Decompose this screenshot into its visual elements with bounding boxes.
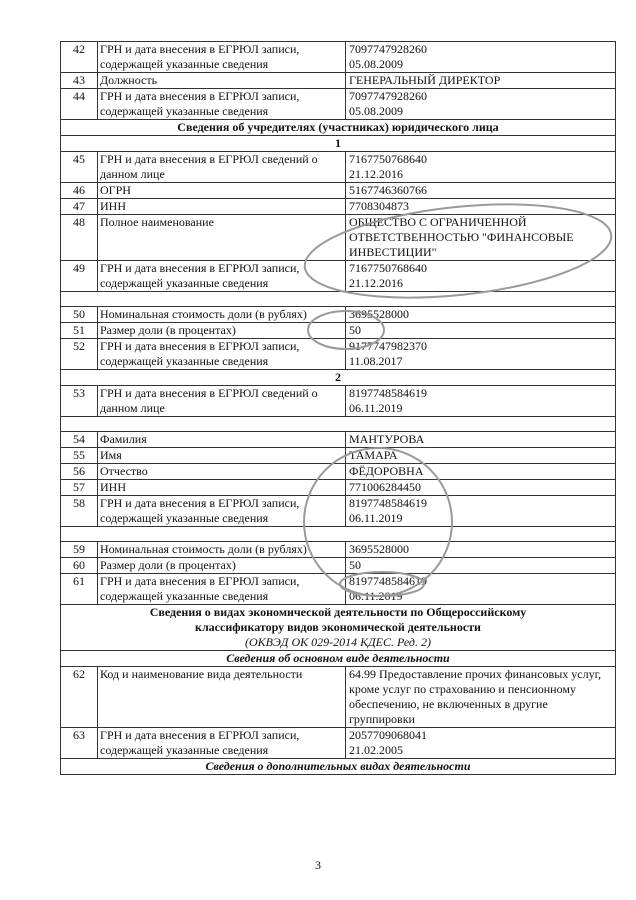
row-number: 58 [61, 496, 98, 527]
row-value: ОБЩЕСТВО С ОГРАНИЧЕННОЙ ОТВЕТСТВЕННОСТЬЮ "ФИНАНСОВЫЕ ИНВЕСТИЦИИ" [346, 215, 616, 261]
blank-cell [61, 417, 616, 432]
row-number: 43 [61, 73, 98, 89]
okved-title [61, 605, 616, 651]
row-label: Код и наименование вида деятельности [98, 667, 346, 728]
subsection-main-activity [61, 651, 616, 667]
row-number: 50 [61, 307, 98, 323]
row-number: 62 [61, 667, 98, 728]
row-number: 61 [61, 574, 98, 605]
blank-row [61, 527, 616, 542]
table-row [61, 448, 616, 464]
founder-index-row [61, 136, 616, 152]
row-label: ИНН [98, 480, 346, 496]
row-number: 52 [61, 339, 98, 370]
row-value: 7167750768640 21.12.2016 [346, 152, 616, 183]
table-row [61, 480, 616, 496]
blank-cell [61, 527, 616, 542]
founder-index: 2 [61, 370, 616, 386]
row-number: 57 [61, 480, 98, 496]
row-value: ФЁДОРОВНА [346, 464, 616, 480]
founder-index: 1 [61, 136, 616, 152]
row-number: 51 [61, 323, 98, 339]
row-value: МАНТУРОВА [346, 432, 616, 448]
row-label: Должность [98, 73, 346, 89]
row-value: 2057709068041 21.02.2005 [346, 728, 616, 759]
table-row [61, 183, 616, 199]
row-number: 55 [61, 448, 98, 464]
page-number: 3 [315, 858, 321, 872]
table-row [61, 728, 616, 759]
table-row [61, 432, 616, 448]
row-number: 47 [61, 199, 98, 215]
row-label: Отчество [98, 464, 346, 480]
subsection-additional-activity [61, 759, 616, 775]
row-label: ГРН и дата внесения в ЕГРЮЛ записи, содержащей указанные сведения [98, 89, 346, 120]
row-value: 8197748584619 06.11.2019 [346, 386, 616, 417]
egrul-extract-table [60, 41, 616, 775]
okved-note: (ОКВЭД ОК 029-2014 КДЕС. Ред. 2) [244, 635, 431, 649]
table-row [61, 199, 616, 215]
section-header-founders [61, 120, 616, 136]
row-value: 9177747982370 11.08.2017 [346, 339, 616, 370]
row-label: Размер доли (в процентах) [98, 323, 346, 339]
row-number: 42 [61, 42, 98, 73]
row-value: 7097747928260 05.08.2009 [346, 42, 616, 73]
okved-title-line2: классификатору видов экономической деятельности [195, 620, 481, 634]
row-value: 50 [346, 558, 616, 574]
row-number: 63 [61, 728, 98, 759]
row-label: ГРН и дата внесения в ЕГРЮЛ записи, содержащей указанные сведения [98, 42, 346, 73]
row-label: ГРН и дата внесения в ЕГРЮЛ записи, содержащей указанные сведения [98, 728, 346, 759]
row-value: 3695528000 [346, 307, 616, 323]
row-number: 44 [61, 89, 98, 120]
table-row [61, 42, 616, 73]
row-label: ГРН и дата внесения в ЕГРЮЛ записи, содержащей указанные сведения [98, 261, 346, 292]
blank-row [61, 292, 616, 307]
table-row [61, 667, 616, 728]
table-row [61, 464, 616, 480]
table-row [61, 574, 616, 605]
row-label: ГРН и дата внесения в ЕГРЮЛ записи, содержащей указанные сведения [98, 574, 346, 605]
table-row [61, 152, 616, 183]
row-value: 50 [346, 323, 616, 339]
row-label: ОГРН [98, 183, 346, 199]
table-row [61, 307, 616, 323]
row-value: 771006284450 [346, 480, 616, 496]
row-value: 3695528000 [346, 542, 616, 558]
table-row [61, 496, 616, 527]
founder-index-row [61, 370, 616, 386]
subsection-title: Сведения о дополнительных видах деятельности [61, 759, 616, 775]
table-row [61, 73, 616, 89]
table-row [61, 261, 616, 292]
row-number: 60 [61, 558, 98, 574]
row-label: ИНН [98, 199, 346, 215]
table-row [61, 89, 616, 120]
row-value: 8197748584619 06.11.2019 [346, 574, 616, 605]
row-value: 8197748584619 06.11.2019 [346, 496, 616, 527]
row-number: 53 [61, 386, 98, 417]
blank-row [61, 417, 616, 432]
row-value: 64.99 Предоставление прочих финансовых услуг, кроме услуг по страхованию и пенсионному обеспечению, не включенных в другие группировки [346, 667, 616, 728]
section-header-okved [61, 605, 616, 651]
row-label: Размер доли (в процентах) [98, 558, 346, 574]
subsection-title: Сведения об основном виде деятельности [61, 651, 616, 667]
section-title: Сведения об учредителях (участниках) юридического лица [61, 120, 616, 136]
row-value: ГЕНЕРАЛЬНЫЙ ДИРЕКТОР [346, 73, 616, 89]
row-number: 49 [61, 261, 98, 292]
table-row [61, 542, 616, 558]
row-label: Номинальная стоимость доли (в рублях) [98, 542, 346, 558]
row-value: 7097747928260 05.08.2009 [346, 89, 616, 120]
row-label: ГРН и дата внесения в ЕГРЮЛ сведений о данном лице [98, 152, 346, 183]
row-number: 48 [61, 215, 98, 261]
row-label: Имя [98, 448, 346, 464]
row-number: 59 [61, 542, 98, 558]
table-row [61, 386, 616, 417]
row-label: Полное наименование [98, 215, 346, 261]
row-number: 45 [61, 152, 98, 183]
table-row [61, 339, 616, 370]
row-value: 5167746360766 [346, 183, 616, 199]
row-value: ТАМАРА [346, 448, 616, 464]
row-label: ГРН и дата внесения в ЕГРЮЛ записи, содержащей указанные сведения [98, 496, 346, 527]
row-label: ГРН и дата внесения в ЕГРЮЛ сведений о данном лице [98, 386, 346, 417]
row-label: Номинальная стоимость доли (в рублях) [98, 307, 346, 323]
row-number: 56 [61, 464, 98, 480]
blank-cell [61, 292, 616, 307]
row-number: 46 [61, 183, 98, 199]
table-row [61, 558, 616, 574]
table-row [61, 323, 616, 339]
table-row [61, 215, 616, 261]
row-label: Фамилия [98, 432, 346, 448]
row-value: 7708304873 [346, 199, 616, 215]
row-number: 54 [61, 432, 98, 448]
row-label: ГРН и дата внесения в ЕГРЮЛ записи, содержащей указанные сведения [98, 339, 346, 370]
row-value: 7167750768640 21.12.2016 [346, 261, 616, 292]
okved-title-line1: Сведения о видах экономической деятельности по Общероссийскому [149, 605, 527, 619]
